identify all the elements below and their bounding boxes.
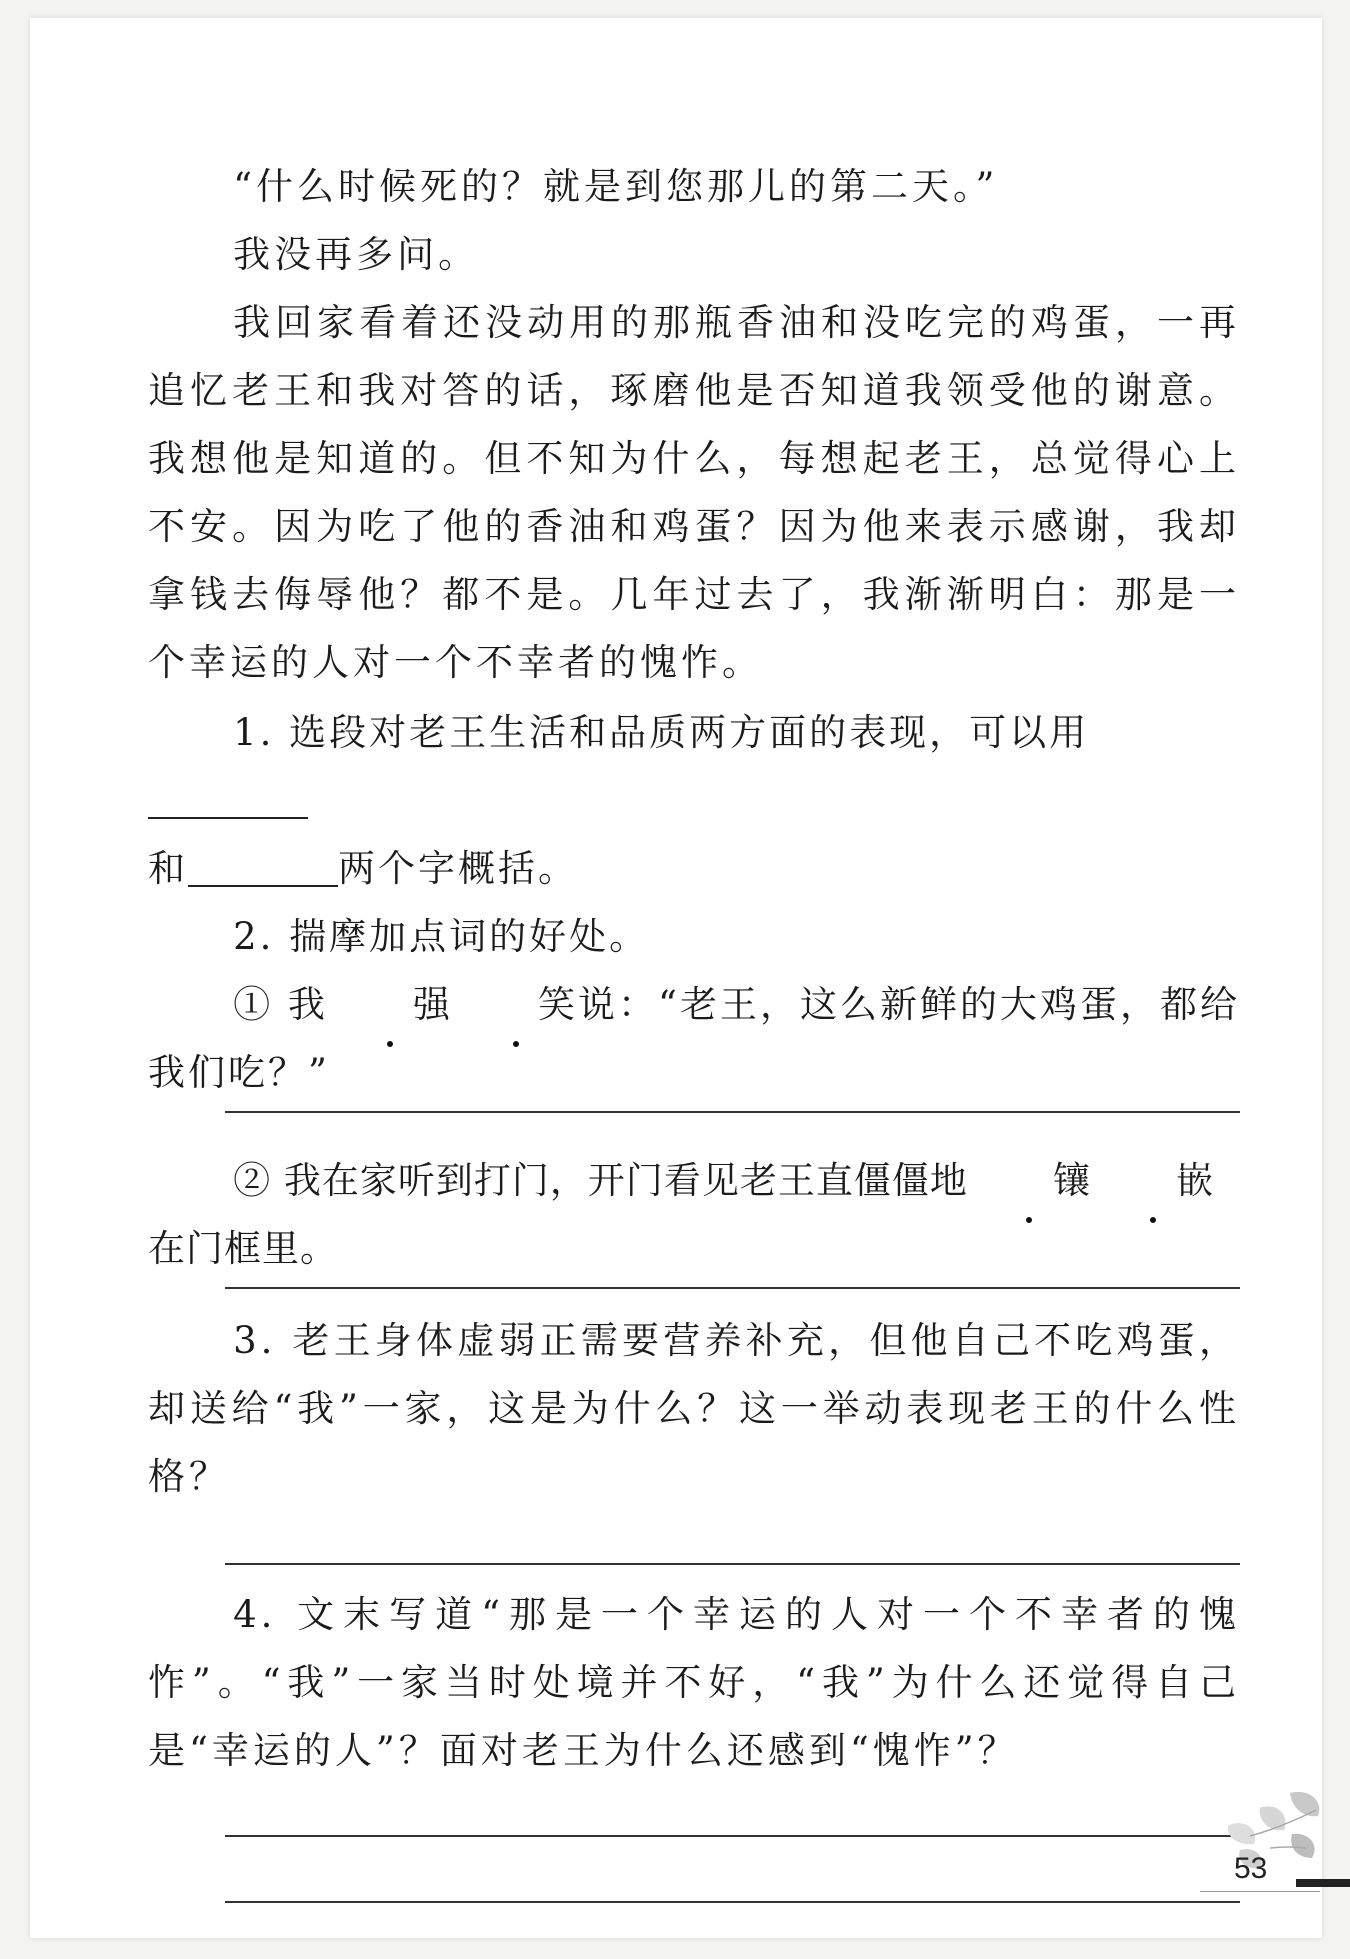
answer-blank-2[interactable]: [188, 845, 338, 887]
page-number-bar: [1296, 1879, 1350, 1887]
passage-paragraph-2: 我没再多问。: [233, 233, 480, 276]
dotted-char: 强: [328, 971, 453, 1039]
question-2-item-1: [148, 971, 1240, 1107]
dotted-char: 镶: [968, 1147, 1091, 1215]
answer-line-3[interactable]: [225, 1563, 1240, 1565]
question-1: [148, 699, 1240, 835]
page-number: 53: [1234, 1852, 1268, 1885]
passage-paragraph-1: “什么时候死的？就是到您那儿的第二天。”: [233, 165, 999, 208]
answer-line-4a[interactable]: [225, 1835, 1240, 1837]
dotted-char: 笑: [453, 971, 578, 1039]
workbook-page: [30, 18, 1322, 1938]
answer-line-2-1[interactable]: [225, 1111, 1240, 1113]
passage-paragraph-3: 我回家看着还没动用的那瓶香油和没吃完的鸡蛋，一再追忆老王和我对答的话，琢磨他是否知道我领受他的谢意。我想他是知道的。但不知为什么，每想起老王，总觉得心上不安。因为吃了他的香油和鸡蛋？因为他来表示感谢，我却拿钱去侮辱他？都不是。几年过去了，我渐渐明白：那是一个幸运的人对一个不幸者的愧怍。: [148, 301, 1240, 684]
question-1-cont: [148, 835, 1240, 903]
answer-blank-1[interactable]: [148, 777, 308, 819]
q2-2-suffix: 在门框里。: [148, 1227, 338, 1270]
q2-2-prefix: ② 我在家听到打门，开门看见老王直僵僵地: [233, 1159, 968, 1202]
question-4: 4. 文末写道“那是一个幸运的人对一个不幸者的愧怍”。“我”一家当时处境并不好，“我”为什么还觉得自己是“幸运的人”？面对老王为什么还感到“愧怍”？: [148, 1593, 1240, 1772]
page-number-underline: [1200, 1891, 1320, 1892]
question-2-item-2: [148, 1147, 1240, 1283]
dotted-char: 嵌: [1091, 1147, 1214, 1215]
question-3: 3. 老王身体虚弱正需要营养补充，但他自己不吃鸡蛋，却送给“我”一家，这是为什么？这一举动表现老王的什么性格？: [148, 1319, 1240, 1498]
q2-1-prefix: ① 我: [233, 983, 328, 1026]
question-1-text: 1. 选段对老王生活和品质两方面的表现，可以用: [233, 711, 1090, 754]
question-1-tail: 两个字概括。: [338, 847, 578, 890]
question-2: 2. 揣摩加点词的好处。: [233, 915, 650, 958]
question-1-and: 和: [148, 847, 188, 890]
q2-1-suffix: 说：“老王，这么新鲜的大鸡蛋，都给我们吃？”: [148, 983, 1240, 1094]
page-content: [148, 153, 1240, 1903]
answer-line-4b[interactable]: [225, 1901, 1240, 1903]
answer-line-2-2[interactable]: [225, 1287, 1240, 1289]
